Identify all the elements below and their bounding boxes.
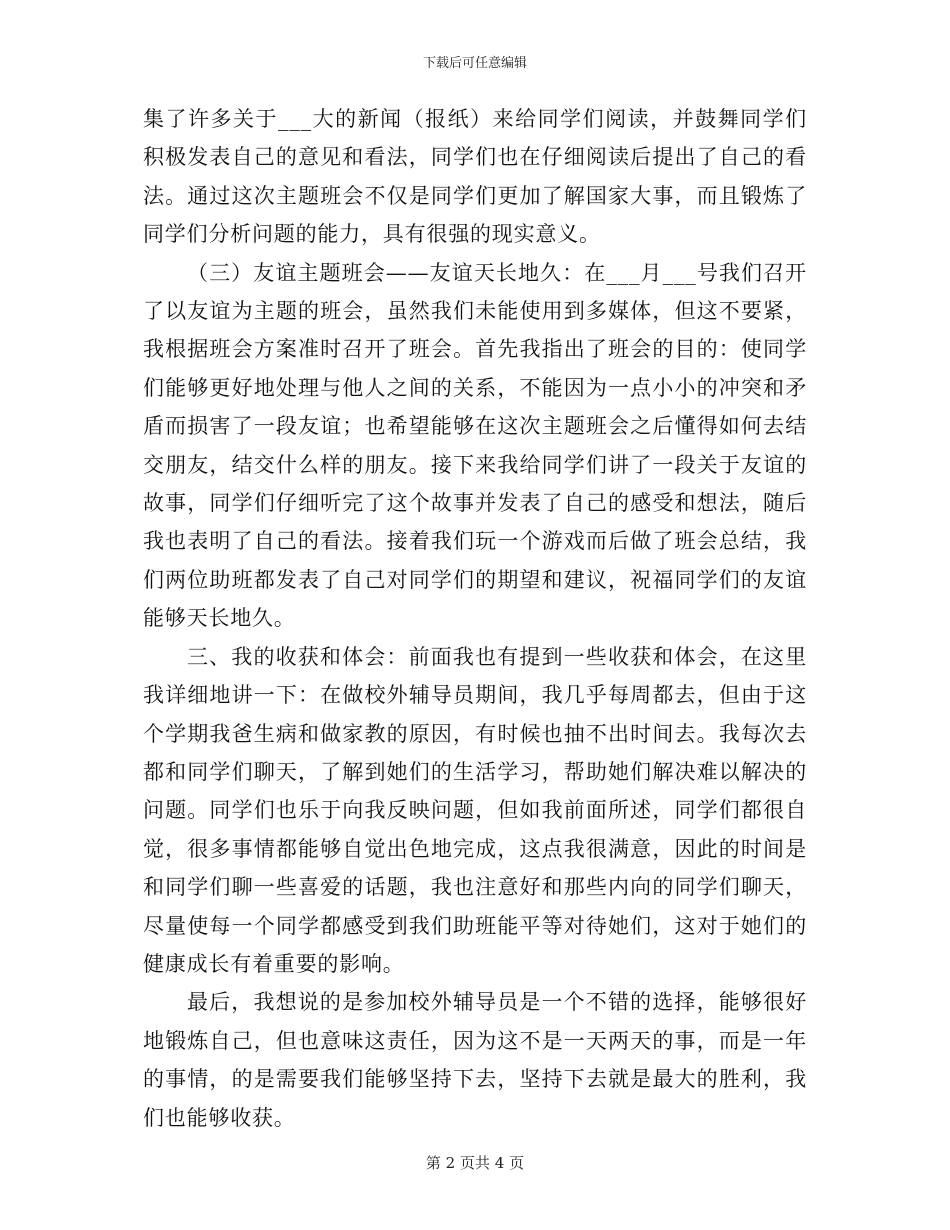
page-header: 下载后可任意编辑 [422, 56, 527, 71]
paragraph-friendship-meeting: （三）友谊主题班会——友谊天长地久：在___月___号我们召开了以友谊为主题的班会，虽然我们未能使用到多媒体，但这不要紧，我根据班会方案准时召开了班会。首先我指出了班会的目的：使同学们能够更好地处理与他人之间的关系，不能因为一点小小的冲突和矛盾而损害了一段友谊；也希望能够在这次主题班会之后懂得如何去结交朋友，结交什么样的朋友。接下来我给同学们讲了一段关于友谊的故事，同学们仔细听完了这个故事并发表了自己的感受和想法，随后我也表明了自己的看法。接着我们玩一个游戏而后做了班会总结，我们两位助班都发表了自己对同学们的期望和建议，祝福同学们的友谊能够天长地久。 [143, 260, 807, 631]
paragraph-conclusion: 最后，我想说的是参加校外辅导员是一个不错的选择，能够很好地锻炼自己，但也意味这责任，因为这不是一天两天的事，而是一年的事情，的是需要我们能够坚持下去，坚持下去就是最大的胜利，我们也能够收获。 [143, 990, 807, 1130]
paragraph-gains: 三、我的收获和体会：前面我也有提到一些收获和体会，在这里我详细地讲一下：在做校外辅导员期间，我几乎每周都去，但由于这个学期我爸生病和做家教的原因，有时候也抽不出时间去。我每次去都和同学们聊天，了解到她们的生活学习，帮助她们解决难以解决的问题。同学们也乐于向我反映问题，但如我前面所述，同学们都很自觉，很多事情都能够自觉出色地完成，这点我很满意，因此的时间是和同学们聊一些喜爱的话题，我也注意好和那些内向的同学们聊天，尽量使每一个同学都感受到我们助班能平等对待她们，这对于她们的健康成长有着重要的影响。 [143, 644, 807, 976]
document-body [143, 100, 807, 1137]
page-footer: 第 2 页共 4 页 [425, 1154, 525, 1172]
paragraph-continuation: 集了许多关于___大的新闻（报纸）来给同学们阅读，并鼓舞同学们积极发表自己的意见和看法，同学们也在仔细阅读后提出了自己的看法。通过这次主题班会不仅是同学们更加了解国家大事，而且锻炼了同学们分析问题的能力，具有很强的现实意义。 [143, 107, 807, 247]
